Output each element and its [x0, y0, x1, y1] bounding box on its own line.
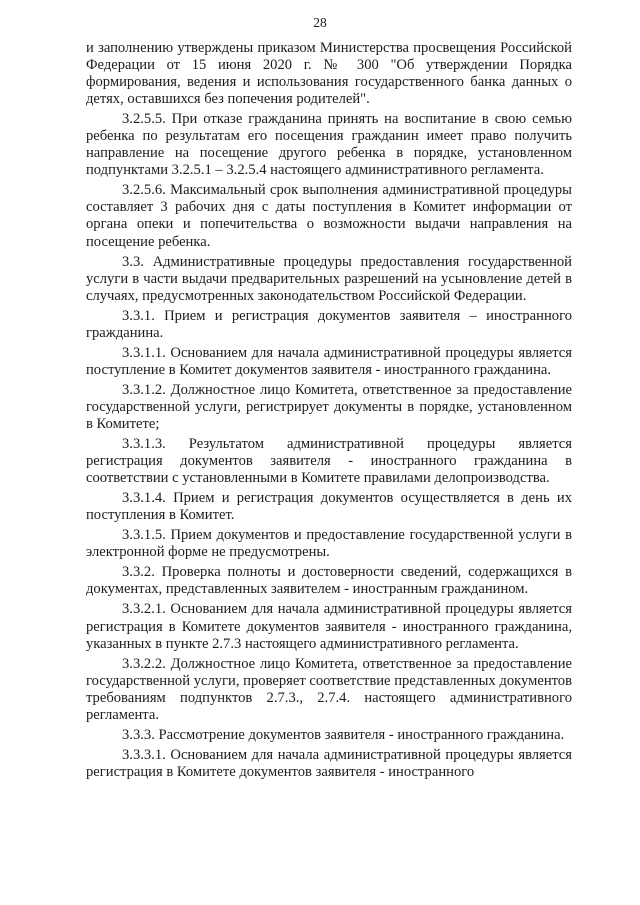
paragraph-3-3-1-1: 3.3.1.1. Основанием для начала административной процедуры является поступление в Комитет документов заявителя - иностранного гражданина. [86, 344, 572, 378]
paragraph-3-3-2: 3.3.2. Проверка полноты и достоверности сведений, содержащихся в документах, представленных заявителем - иностранным гражданином. [86, 564, 572, 598]
document-body [86, 40, 572, 784]
paragraph-3-3-3-1: 3.3.3.1. Основанием для начала административной процедуры является регистрация в Комитете документов заявителя - иностранного [86, 746, 572, 780]
page-number: 28 [313, 15, 327, 30]
paragraph-continuation: и заполнению утверждены приказом Министерства просвещения Российской Федерации от 15 июня 2020 г. № 300 "Об утверждении Порядка формирования, ведения и использования государственного банка данных о детях, оставшихся без попечения родителей". [86, 40, 572, 108]
paragraph-3-3-2-1: 3.3.2.1. Основанием для начала административной процедуры является регистрация в Комитете документов заявителя - иностранного гражданина, указанных в пункте 2.7.3 настоящего административного регламента. [86, 601, 572, 652]
paragraph-3-3-1: 3.3.1. Прием и регистрация документов заявителя – иностранного гражданина. [86, 307, 572, 341]
paragraph-3-3-1-3: 3.3.1.3. Результатом административной процедуры является регистрация документов заявителя - иностранного гражданина в соответствии с установленными в Комитете правилами делопроизводства. [86, 436, 572, 487]
paragraph-3-3-1-4: 3.3.1.4. Прием и регистрация документов осуществляется в день их поступления в Комитет. [86, 490, 572, 524]
paragraph-3-3: 3.3. Административные процедуры предоставления государственной услуги в части выдачи предварительных разрешений на усыновление детей в случаях, предусмотренных законодательством Российской Федерации. [86, 253, 572, 304]
paragraph-3-3-3: 3.3.3. Рассмотрение документов заявителя - иностранного гражданина. [122, 726, 565, 743]
paragraph-3-3-2-2: 3.3.2.2. Должностное лицо Комитета, ответственное за предоставление государственной услуги, проверяет соответствие представленных документов требованиям подпунктов 2.7.3., 2.7.4. настоящего административного регламента. [86, 655, 572, 723]
paragraph-3-3-1-5: 3.3.1.5. Прием документов и предоставление государственной услуги в электронной форме не предусмотрены. [86, 527, 572, 561]
paragraph-3-2-5-6: 3.2.5.6. Максимальный срок выполнения административной процедуры составляет 3 рабочих дня с даты поступления в Комитет информации от органа опеки и попечительства о возможности выдачи направления на посещение ребенка. [86, 182, 572, 250]
paragraph-3-2-5-5: 3.2.5.5. При отказе гражданина принять на воспитание в свою семью ребенка по результатам его посещения гражданин имеет право получить направление на посещение другого ребенка в порядке, установленном подпунктами 3.2.5.1 – 3.2.5.4 настоящего административного регламента. [86, 111, 572, 179]
paragraph-3-3-1-2: 3.3.1.2. Должностное лицо Комитета, ответственное за предоставление государственной услуги, регистрирует документы в порядке, установленном в Комитете; [86, 381, 572, 432]
